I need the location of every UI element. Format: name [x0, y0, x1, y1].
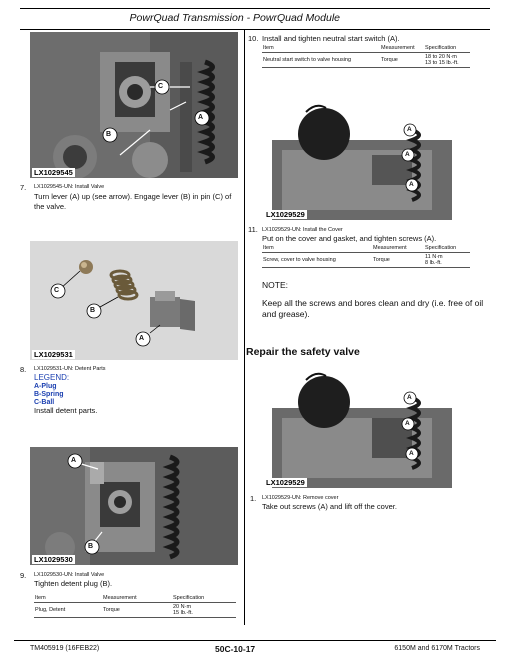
step-number: 11. — [248, 225, 258, 234]
page-header — [20, 8, 490, 30]
callout-a: A — [409, 181, 414, 188]
table-cell — [424, 53, 470, 68]
callout-a: A — [405, 151, 410, 158]
step-number: 10. — [248, 34, 259, 43]
spec-imperial: 15 lb.-ft. — [173, 610, 193, 616]
step-text: Install detent parts. — [34, 406, 98, 415]
photo-neutral-start-switch — [262, 100, 470, 220]
footer-page-number: 50C-10-17 — [215, 644, 256, 654]
table-header: Measurement — [372, 244, 424, 253]
table-header: Specification — [424, 244, 470, 253]
table-cell: Torque — [102, 603, 172, 618]
callout-a: A — [407, 126, 412, 133]
callout-b: B — [106, 131, 112, 138]
table-cell: Screw, cover to valve housing — [262, 253, 372, 268]
spec-metric: 18 to 20 N·m — [425, 54, 457, 60]
step-text: Put on the cover and gasket, and tighten screws (A). — [262, 234, 437, 243]
callout-a: A — [139, 335, 145, 342]
step-text: Install and tighten neutral start switch (A). — [262, 34, 400, 43]
footer-doc-id: TM405919 (16FEB22) — [30, 645, 100, 652]
step-number: 9. — [20, 571, 27, 580]
table-header: Measurement — [102, 594, 172, 603]
callout-c: C — [54, 287, 60, 294]
photo-id: LX1029530 — [34, 555, 73, 564]
table-header: Item — [262, 44, 380, 53]
table-row — [262, 253, 470, 268]
photo-detent-parts — [30, 241, 238, 360]
column-divider — [244, 30, 245, 625]
table-cell: Torque — [372, 253, 424, 268]
table-cell: Neutral start switch to valve housing — [262, 53, 380, 68]
step-number: 1. — [250, 494, 257, 503]
page-title: PowrQuad Transmission - PowrQuad Module — [129, 12, 340, 24]
photo-id: LX1029529 — [266, 478, 305, 487]
table-cell — [424, 253, 470, 268]
callout-b: B — [90, 307, 96, 314]
callout-a: A — [405, 420, 410, 427]
section-heading: Repair the safety valve — [246, 346, 360, 358]
callout-a: A — [71, 457, 77, 464]
note-text: Keep all the screws and bores clean and dry (i.e. free of oil and grease). — [262, 298, 484, 319]
step-number: 7. — [20, 183, 27, 192]
photo-id: LX1029529 — [266, 210, 305, 219]
table-header: Specification — [172, 594, 236, 603]
photo-id: LX1029545 — [34, 168, 73, 177]
footer-rule — [14, 640, 496, 641]
spec-imperial: 13 to 15 lb.-ft. — [425, 60, 459, 66]
figure-caption: LX1029545-UN: Install Valve — [34, 184, 105, 190]
legend-item: C-Ball — [34, 399, 55, 406]
figure-caption: LX1029529-UN: Remove cover — [262, 495, 339, 501]
photo-tighten-detent — [30, 447, 238, 565]
callout-a: A — [407, 394, 412, 401]
callout-a: A — [198, 114, 204, 121]
spec-metric: 11 N·m — [425, 254, 443, 260]
table-cell: Torque — [380, 53, 424, 68]
spec-metric: 20 N·m — [173, 604, 192, 610]
callout-c: C — [158, 83, 164, 90]
spec-table — [262, 44, 470, 68]
photo-id: LX1029531 — [34, 350, 73, 359]
callout-a: A — [409, 450, 414, 457]
spec-table — [34, 594, 236, 618]
table-header: Item — [262, 244, 372, 253]
callout-b: B — [88, 543, 94, 550]
legend-item: B-Spring — [34, 391, 64, 398]
note-title: NOTE: — [262, 280, 288, 290]
step-number: 8. — [20, 365, 27, 374]
figure-caption: LX1029530-UN: Install Valve — [34, 572, 105, 578]
photo-remove-cover — [262, 368, 470, 488]
photo-install-valve — [30, 32, 238, 178]
legend-item: A-Plug — [34, 383, 57, 390]
spec-table — [262, 244, 470, 268]
table-header: Specification — [424, 44, 470, 53]
figure-caption: LX1029529-UN: Install the Cover — [262, 227, 343, 233]
table-header: Measurement — [380, 44, 424, 53]
figure-caption: LX1029531-UN: Detent Parts — [34, 366, 106, 372]
step-text: Take out screws (A) and lift off the cover. — [262, 502, 397, 511]
step-text: Turn lever (A) up (see arrow). Engage lever (B) in pin (C) of the valve. — [34, 192, 232, 211]
spec-imperial: 8 lb.-ft. — [425, 260, 442, 266]
table-row — [34, 603, 236, 618]
table-cell — [172, 603, 236, 618]
table-cell: Plug, Detent — [34, 603, 102, 618]
step-text: Tighten detent plug (B). — [34, 579, 113, 588]
table-header: Item — [34, 594, 102, 603]
table-row — [262, 53, 470, 68]
footer-product: 6150M and 6170M Tractors — [394, 645, 480, 652]
legend-title: LEGEND: — [34, 373, 70, 382]
